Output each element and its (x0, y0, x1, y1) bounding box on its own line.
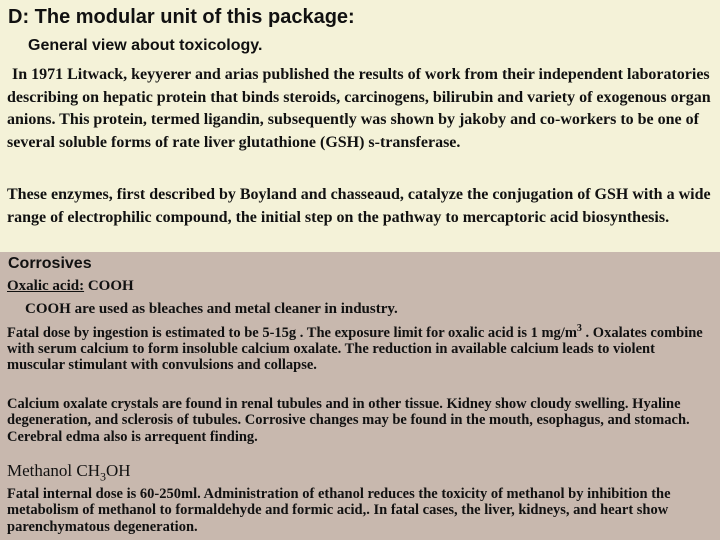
methanol-paragraph: Fatal internal dose is 60-250ml. Administration of ethanol reduces the toxicity of methanol by inhibition the metabolism of methanol to formaldehyde and formic acid,. In fatal cases, the liver, kidneys, and heart show parenchymatous degeneration. (7, 486, 671, 535)
oxalic-acid-formula: COOH (84, 278, 134, 294)
paragraph-enzymes: These enzymes, first described by Boyland and chasseaud, catalyze the conjugation of GSH with a wide range of electrophilic compound, the initial step on the pathway to mercaptoric acid biosynthesis. (7, 186, 711, 226)
paragraph-ligandin: In 1971 Litwack, keyyerer and arias published the results of work from their independent laboratories describing on hepatic protein that binds steroids, carcinogens, bilirubin and variety of exogenous organ anions. This protein, termed ligandin, subsequently was shown by jakoby and co-workers to be one of several soluble forms of rate liver glutathione (GSH) s-transferase. (7, 66, 711, 151)
fatal-dose-paragraph (7, 321, 713, 374)
methanol-heading-subscript: 3 (100, 469, 107, 484)
oxalic-acid-line (7, 277, 713, 295)
cooh-usage-line: COOH are used as bleaches and metal cleaner in industry. (25, 301, 398, 317)
calcium-oxalate-paragraph: Calcium oxalate crystals are found in renal tubules and in other tissue. Kidney show cloudy swelling. Hyaline degeneration, and sclerosis of tubules. Corrosive changes may be found in the mouth, esophagus, and stomach. Cerebral edma also is arrequent finding. (7, 396, 690, 445)
page-subtitle: General view about toxicology. (28, 37, 263, 54)
fatal-dose-superscript: 3 (576, 323, 582, 334)
corrosives-heading: Corrosives (8, 255, 92, 272)
fatal-dose-text-start: Fatal dose by ingestion is estimated to be 5-15g . The exposure limit for oxalic acid is 1 mg/m (7, 324, 577, 341)
methanol-heading-end: OH (106, 461, 131, 480)
oxalic-acid-label: Oxalic acid: (7, 278, 85, 294)
methanol-heading-start: Methanol CH (7, 461, 101, 480)
methanol-heading (7, 461, 131, 484)
fatal-dose-text-end: . Oxalates combine with serum calcium to form insoluble calcium oxalate. The reduction in available calcium leads to violent muscular stimulant with convulsions and collapse. (7, 324, 703, 374)
page-title: D: The modular unit of this package: (8, 6, 355, 28)
